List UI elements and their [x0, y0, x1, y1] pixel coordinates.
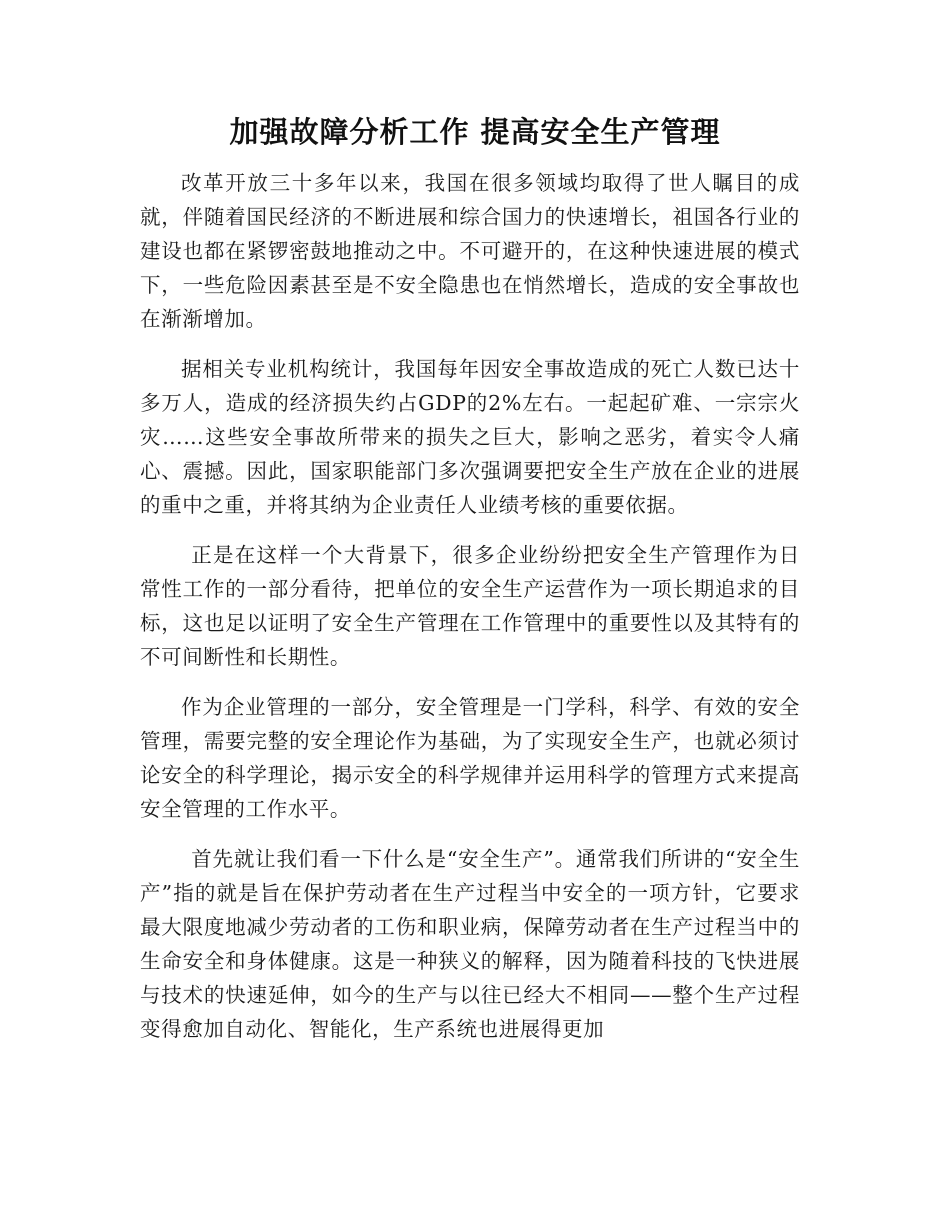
paragraph-1: 改革开放三十多年以来，我国在很多领域均取得了世人瞩目的成就，伴随着国民经济的不断进展和综合国力的快速增长，祖国各行业的建设也都在紧锣密鼓地推动之中。不可避开的，在这种快速进展的模式下，一些危险因素甚至是不安全隐患也在悄然增长，造成的安全事故也在渐渐增加。: [140, 171, 800, 331]
paragraph-3: 正是在这样一个大背景下，很多企业纷纷把安全生产管理作为日常性工作的一部分看待，把单位的安全生产运营作为一项长期追求的目标，这也足以证明了安全生产管理在工作管理中的重要性以及其特有的不可间断性和长期性。: [140, 543, 800, 669]
document-body: [140, 166, 800, 1062]
paragraph-2: 据相关专业机构统计，我国每年因安全事故造成的死亡人数已达十多万人，造成的经济损失约占GDP的2%左右。一起起矿难、一宗宗火灾……这些安全事故所带来的损失之巨大，影响之恶劣，着实令人痛心、震撼。因此，国家职能部门多次强调要把安全生产放在企业的进展的重中之重，并将其纳为企业责任人业绩考核的重要依据。: [140, 357, 800, 517]
paragraph-4: 作为企业管理的一部分，安全管理是一门学科，科学、有效的安全管理，需要完整的安全理论作为基础，为了实现安全生产，也就必须讨论安全的科学理论，揭示安全的科学规律并运用科学的管理方式来提高安全管理的工作水平。: [140, 695, 800, 821]
paragraph-5: 首先就让我们看一下什么是“安全生产”。通常我们所讲的“安全生产”指的就是旨在保护劳动者在生产过程当中安全的一项方针，它要求最大限度地减少劳动者的工伤和职业病，保障劳动者在生产过程当中的生命安全和身体健康。这是一种狭义的解释，因为随着科技的飞快进展与技术的快速延伸，如今的生产与以往已经大不相同——整个生产过程变得愈加自动化、智能化，生产系统也进展得更加: [140, 847, 800, 1041]
document-title: 加强故障分析工作 提高安全生产管理: [229, 115, 721, 149]
